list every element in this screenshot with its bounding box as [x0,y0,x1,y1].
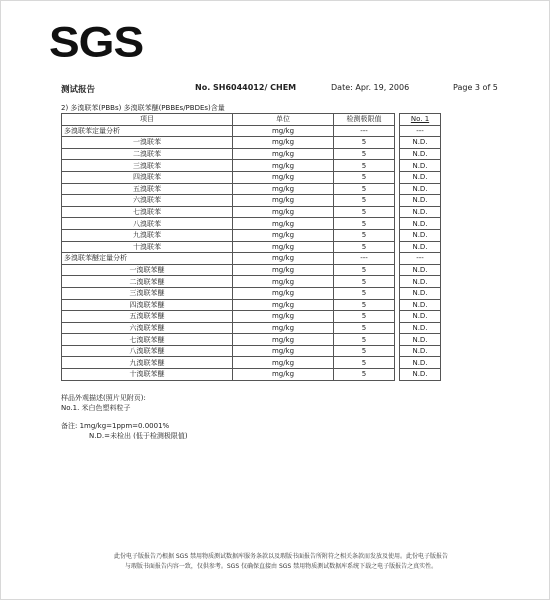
header-unit: 单位 [233,114,334,126]
note-line-1: 备注: 1mg/kg=1ppm=0.0001% [61,422,170,430]
page-number: Page 3 of 5 [453,83,498,92]
cell-item: 七溴联苯醚 [62,334,233,346]
cell-unit: mg/kg [233,241,334,253]
cell-limit: 5 [334,299,395,311]
cell-limit: 5 [334,183,395,195]
report-header [1,83,550,99]
cell-item: 一溴联苯醚 [62,264,233,276]
cell-limit: 5 [334,311,395,323]
cell-limit: 5 [334,229,395,241]
table-row [62,369,441,381]
cell-result: N.D. [400,264,441,276]
cell-item: 四溴联苯 [62,171,233,183]
cell-unit: mg/kg [233,287,334,299]
cell-limit: 5 [334,137,395,149]
cell-limit: 5 [334,241,395,253]
cell-result: N.D. [400,229,441,241]
cell-limit: 5 [334,206,395,218]
cell-unit: mg/kg [233,229,334,241]
table-row [62,287,441,299]
cell-unit: mg/kg [233,299,334,311]
sample-label: 样品外观描述(照片见附页): [61,394,146,402]
cell-limit: 5 [334,287,395,299]
cell-result: N.D. [400,195,441,207]
sample-value: No.1. 米白色塑料粒子 [61,404,131,412]
cell-limit: 5 [334,357,395,369]
cell-unit: mg/kg [233,322,334,334]
cell-item: 多溴联苯定量分析 [62,125,233,137]
cell-item: 六溴联苯 [62,195,233,207]
table-row [62,195,441,207]
cell-unit: mg/kg [233,171,334,183]
table-row [62,357,441,369]
cell-unit: mg/kg [233,369,334,381]
report-title: 测试报告 [61,85,96,95]
table-row [62,311,441,323]
cell-result: N.D. [400,206,441,218]
footer-line-1: 此份电子版报告乃根据 SGS 禁用物质测试数据库服务条款以及瑕版书面报告所附符之相关条款而发放及使用。此份电子版报告 [113,553,449,560]
footer-disclaimer [31,552,531,572]
cell-result: N.D. [400,357,441,369]
cell-result: N.D. [400,276,441,288]
cell-limit: 5 [334,218,395,230]
cell-limit: 5 [334,369,395,381]
cell-limit: 5 [334,171,395,183]
table-row [62,218,441,230]
sgs-logo: SGS [49,18,144,66]
table-row [62,334,441,346]
cell-limit: 5 [334,276,395,288]
cell-unit: mg/kg [233,160,334,172]
cell-unit: mg/kg [233,311,334,323]
cell-unit: mg/kg [233,183,334,195]
table-row [62,299,441,311]
table-row [62,345,441,357]
cell-limit: 5 [334,195,395,207]
header-item: 项目 [62,114,233,126]
cell-item: 六溴联苯醚 [62,322,233,334]
cell-item: 五溴联苯醚 [62,311,233,323]
cell-result: N.D. [400,241,441,253]
report-date: Date: Apr. 19, 2006 [331,83,410,92]
cell-result: N.D. [400,160,441,172]
cell-item: 多溴联苯醚定量分析 [62,253,233,265]
table-row [62,137,441,149]
table-row [62,276,441,288]
cell-unit: mg/kg [233,195,334,207]
cell-unit: mg/kg [233,137,334,149]
table-row [62,171,441,183]
table-row [62,125,441,137]
cell-result: N.D. [400,311,441,323]
cell-item: 八溴联苯醚 [62,345,233,357]
cell-result: N.D. [400,183,441,195]
results-table [61,113,441,381]
header-limit: 检测极限值 [334,114,395,126]
cell-item: 七溴联苯 [62,206,233,218]
header-result [400,114,441,126]
table-header-row [62,114,441,126]
header-result-label: No. 1 [410,115,430,124]
cell-item: 九溴联苯 [62,229,233,241]
cell-item: 九溴联苯醚 [62,357,233,369]
table-row [62,183,441,195]
cell-limit: 5 [334,322,395,334]
footer-line-2: 与瑕版书面报告内容一致，仅供参考。SGS 仅确保直接由 SGS 禁用物质测试数据库系统下载之电子版报告之真实性。 [124,563,438,570]
cell-limit: --- [334,125,395,137]
cell-item: 五溴联苯 [62,183,233,195]
cell-item: 二溴联苯 [62,148,233,160]
cell-result: N.D. [400,345,441,357]
cell-result: N.D. [400,334,441,346]
cell-result: N.D. [400,287,441,299]
table-row [62,206,441,218]
cell-unit: mg/kg [233,125,334,137]
cell-limit: --- [334,253,395,265]
cell-result: --- [400,125,441,137]
cell-item: 三溴联苯 [62,160,233,172]
cell-unit: mg/kg [233,276,334,288]
cell-result: N.D. [400,369,441,381]
cell-result: N.D. [400,148,441,160]
cell-unit: mg/kg [233,253,334,265]
cell-limit: 5 [334,160,395,172]
section-title: 2) 多溴联苯(PBBs) 多溴联苯醚(PBBEs/PBDEs)含量 [61,104,225,112]
table-row [62,264,441,276]
cell-unit: mg/kg [233,148,334,160]
cell-result: --- [400,253,441,265]
table-row [62,322,441,334]
cell-result: N.D. [400,137,441,149]
cell-limit: 5 [334,334,395,346]
cell-item: 一溴联苯 [62,137,233,149]
cell-unit: mg/kg [233,345,334,357]
cell-unit: mg/kg [233,334,334,346]
note-line-2: N.D.=未检出 (低于检测极限值) [89,432,188,440]
cell-unit: mg/kg [233,218,334,230]
cell-result: N.D. [400,299,441,311]
cell-item: 十溴联苯 [62,241,233,253]
cell-limit: 5 [334,345,395,357]
table-row [62,160,441,172]
table-row [62,229,441,241]
cell-limit: 5 [334,148,395,160]
notes [61,421,188,441]
cell-result: N.D. [400,218,441,230]
cell-unit: mg/kg [233,264,334,276]
cell-item: 十溴联苯醚 [62,369,233,381]
cell-unit: mg/kg [233,357,334,369]
sample-description [61,393,146,413]
cell-result: N.D. [400,322,441,334]
table-row [62,253,441,265]
cell-item: 三溴联苯醚 [62,287,233,299]
cell-limit: 5 [334,264,395,276]
table-row [62,148,441,160]
report-number: No. SH6044012/ CHEM [195,83,297,92]
cell-item: 四溴联苯醚 [62,299,233,311]
cell-item: 八溴联苯 [62,218,233,230]
cell-result: N.D. [400,171,441,183]
cell-unit: mg/kg [233,206,334,218]
table-row [62,241,441,253]
cell-item: 二溴联苯醚 [62,276,233,288]
